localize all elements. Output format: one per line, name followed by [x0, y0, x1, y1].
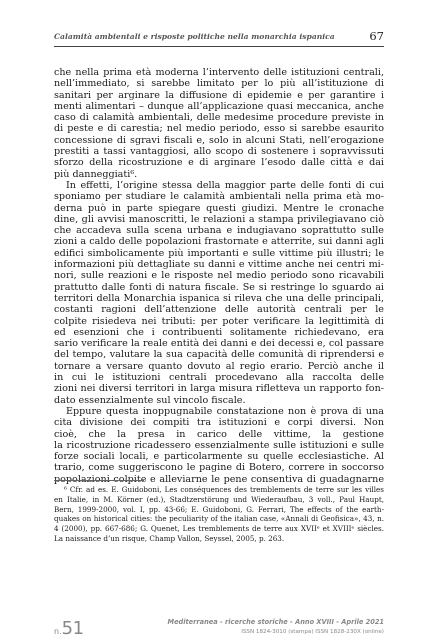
body-line: prestiti a tassi vantaggiosi, allo scopo di sostenere i sopravvissuti: [54, 146, 384, 158]
body-line: più danneggiati⁶.: [54, 168, 138, 180]
running-title: Calamità ambientali e risposte politiche nella monarchia ispanica: [54, 32, 335, 41]
body-line: ed esenzioni che i contribuenti solitamente richiedevano, era: [54, 326, 384, 338]
footnote: [54, 485, 384, 544]
body-line: tornare a versare quanto dovuto al regio erario. Perciò anche il: [54, 360, 384, 372]
page-number: 67: [369, 29, 384, 43]
body-line: dato essenzialmente sul vincolo fiscale.: [54, 394, 246, 406]
body-line: in cui le istituzioni centrali procedevano alla raccolta delle: [54, 372, 384, 384]
footnote-line: Bern, 1999-2000, vol. I, pp. 43-66; E. Guidoboni, G. Ferrari, The effects of the earth-: [54, 504, 384, 514]
body-line: colpite risiedeva nei tributi: per poter verificare la legittimità di: [54, 315, 384, 327]
issn-line: ISSN 1824-3010 (stampa) ISSN 1828-230X (online): [241, 629, 384, 635]
body-line: del tempo, valutare la sua capacità delle comunità di riprendersi e: [54, 349, 384, 361]
issue-number: [54, 618, 84, 639]
footnote-line: quakes on historical cities: the peculiarity of the italian case, «Annali di Geofisica», 43, n.: [54, 514, 384, 524]
body-line: che accadeva sulla scena urbana e indugiavano soprattutto sulle: [54, 225, 384, 237]
footnote-line: 4 (2000), pp. 667-686; G. Quenet, Les tremblements de terre aux XVIIᵉ et XVIIIᵉ siècles.: [54, 524, 384, 534]
footnote-line: ⁶ Cfr. ad es. E. Guidoboni, Les conséquences des tremblements de terre sur les villes: [64, 485, 384, 494]
body-line: sanitari per arginare la diffusione di epidemie e per garantire i: [54, 89, 384, 101]
body-line: zioni a caldo delle popolazioni frastornate e atterrite, sui danni agli: [54, 236, 384, 248]
body-line: sforzo della ricostruzione e di arginare l’esodo dalle città e dai: [54, 157, 384, 169]
footnote-line: en Italie, in M. Körner (ed.), Stadtzerstörung und Wiederaufbau, 3 voll., Paul Haupt,: [54, 494, 384, 504]
body-line: forze sociali locali, e particolarmente su quelle ecclesiastiche. Al: [54, 451, 384, 463]
issue-value: 51: [61, 618, 84, 639]
body-line: che nella prima età moderna l’intervento delle istituzioni centrali,: [54, 67, 384, 78]
body-line: prattutto dalle fonti di natura fiscale. Se si restringe lo sguardo ai: [54, 281, 384, 293]
body-line: costanti ragioni dell’attenzione delle autorità centrali per le: [54, 304, 384, 316]
body-line: nell’immediato, si sarebbe limitato per lo più all’istituzione di: [54, 78, 384, 90]
body-line: popolazioni colpite e alleviarne le pene consentiva di guadagnarne: [54, 473, 384, 485]
body-line: cita divisione dei compiti tra istituzioni e corpi diversi. Non: [54, 417, 384, 429]
body-line: la ricostruzione ricadessero essenzialmente sulle istituzioni e sulle: [54, 439, 384, 451]
body-line: concessione di sgravi fiscali e, solo in alcuni Stati, nell’erogazione: [54, 134, 384, 146]
body-line: menti alimentari – dunque all’applicazione quasi meccanica, anche: [54, 100, 384, 112]
running-header: [54, 30, 384, 47]
body-line: zioni nei diversi territori in larga misura rifletteva un rapporto fon-: [54, 383, 384, 395]
issue-prefix: n.: [54, 627, 62, 636]
body-line: territori della Monarchia ispanica si rileva che una delle principali,: [54, 292, 384, 304]
page-footer: [54, 610, 384, 640]
body-line: informazioni più dettagliate su danni e vittime anche nei centri mi-: [54, 259, 384, 271]
body-line: di peste e di carestia; nel medio periodo, esso si sarebbe esaurito: [54, 123, 384, 135]
footnote-separator: [54, 480, 144, 481]
body-line: dine, gli avvisi manoscritti, le relazioni a stampa privilegiavano ciò: [54, 213, 384, 225]
body-line: caso di calamità ambientali, delle medesime procedure previste in: [54, 112, 384, 124]
body-line: sponiamo per studiare le calamità ambientali nella prima età mo-: [54, 191, 384, 203]
body-line: sario verificare la reale entità dei danni e dei decessi e, col passare: [54, 338, 384, 350]
body-line: In effetti, l’origine stessa della maggior parte delle fonti di cui: [66, 179, 384, 191]
body-line: derna può in parte spiegare questi giudizi. Mentre le cronache: [54, 202, 384, 214]
journal-title: Mediterranea - ricerche storiche - Anno XVIII - Aprile 2021: [167, 618, 384, 626]
body-text: [54, 67, 384, 485]
footnote-line: La naissance d’un risque, Champ Vallon, Seyssel, 2005, p. 263.: [54, 533, 285, 543]
body-line: cioè, che la presa in carico delle vittime, la gestione: [54, 428, 384, 440]
body-line: nori, sulle reazioni e le risposte nel medio periodo sono ricavabili: [54, 270, 384, 282]
body-line: trario, come suggeriscono le pagine di Botero, correre in soccorso: [54, 462, 384, 474]
body-line: Eppure questa inoppugnabile constatazione non è prova di una: [66, 405, 384, 417]
body-line: edifici simbolicamente più importanti e sulle vittime più illustri; le: [54, 247, 384, 259]
